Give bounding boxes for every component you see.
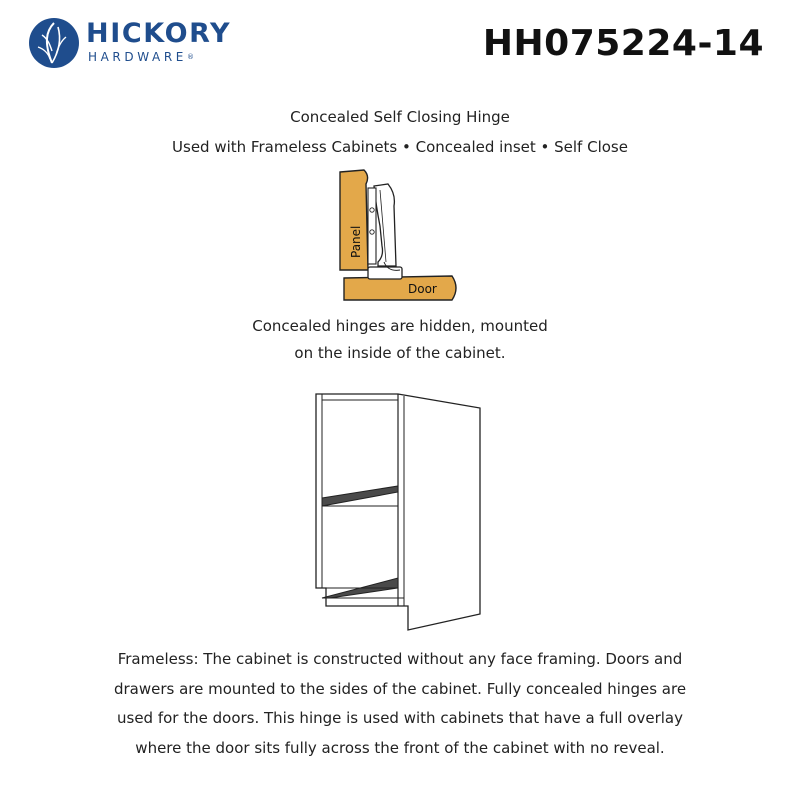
registered-mark: ® <box>186 53 194 61</box>
brand-name: HICKORY <box>86 18 232 49</box>
mounting-plate-shape <box>368 188 376 264</box>
brand-subline-text: HARDWARE <box>88 50 187 64</box>
description <box>60 645 740 763</box>
hickory-leaf-icon <box>28 17 80 69</box>
description-line: drawers are mounted to the sides of the cabinet. Fully concealed hinges are <box>113 679 687 698</box>
product-subtitle: Used with Frameless Cabinets • Concealed inset • Self Close <box>172 138 628 156</box>
brand-subline <box>88 50 194 64</box>
hinge-cup-shape <box>368 267 402 279</box>
cabinet-diagram <box>300 386 500 636</box>
product-title: Concealed Self Closing Hinge <box>290 108 510 126</box>
hinge-diagram <box>334 166 464 306</box>
door-label: Door <box>408 282 437 296</box>
caption-line-1: Concealed hinges are hidden, mounted <box>252 317 548 335</box>
brand-logo <box>28 16 232 72</box>
caption-line-2: on the inside of the cabinet. <box>294 344 506 362</box>
description-line: used for the doors. This hinge is used with cabinets that have a full overlay <box>117 709 683 728</box>
description-line: where the door sits fully across the front of the cabinet with no reveal. <box>135 738 665 757</box>
panel-label: Panel <box>349 225 363 258</box>
product-sku: HH075224-14 <box>482 23 764 64</box>
description-line: Frameless: The cabinet is constructed without any face framing. Doors and <box>117 650 683 668</box>
